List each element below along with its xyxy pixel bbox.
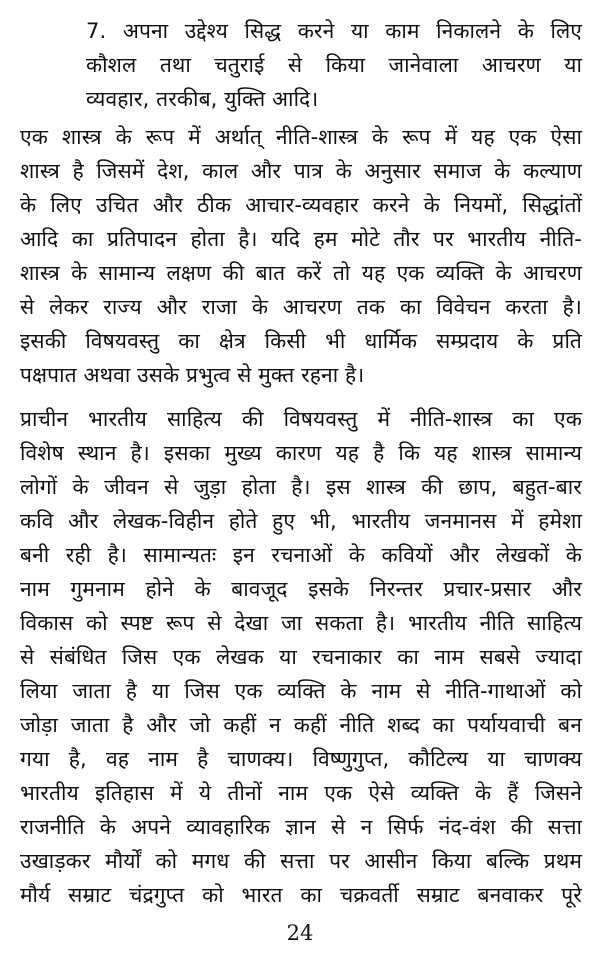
paragraph-line: विशेष स्थान है। इसका मुख्य कारण यह है कि यह शास्त्र सामान्य (20, 441, 582, 465)
paragraph-line: जोड़ा जाता है और जो कहीं न कहीं नीति शब्द का पर्यायवाची बन (20, 713, 582, 737)
paragraph-line: से लेकर राज्य और राजा के आचरण तक का विवेचन करता है। (20, 295, 582, 319)
paragraph-line: विकास को स्पष्ट रूप से देखा जा सकता है। भारतीय नीति साहित्य (20, 611, 582, 635)
paragraph-line: राजनीति के अपने व्यावहारिक ज्ञान से न सिर्फ नंद-वंश की सत्ता (20, 815, 582, 839)
paragraph-line: पक्षपात अथवा उसके प्रभुत्व से मुक्त रहना है। (20, 363, 365, 387)
paragraph-line: मौर्य सम्राट चंद्रगुप्त को भारत का चक्रवर्ती सम्राट बनवाकर पूरे (20, 883, 582, 907)
paragraph-line: नाम गुमनाम होने के बावजूद इसके निरन्तर प्रचार-प्रसार और (20, 577, 582, 601)
page-number: 24 (286, 921, 314, 945)
list-item-line: कौशल तथा चतुराई से किया जानेवाला आचरण या (86, 53, 582, 77)
paragraph-line: लोगों के जीवन से जुड़ा होता है। इस शास्त्र की छाप, बहुत-बार (20, 475, 582, 499)
paragraph-line: शास्त्र के सामान्य लक्षण की बात करें तो यह एक व्यक्ति के आचरण (20, 261, 582, 285)
list-item-line: व्यवहार, तरकीब, युक्ति आदि। (86, 87, 319, 111)
paragraph-line: उखाड़कर मौर्यों को मगध की सत्ता पर आसीन किया बल्कि प्रथम (20, 849, 582, 873)
paragraph-line: आदि का प्रतिपादन होता है। यदि हम मोटे तौर पर भारतीय नीति- (20, 227, 582, 251)
paragraph-line: एक शास्त्र के रूप में अर्थात् नीति-शास्त्र के रूप में यह एक ऐसा (20, 125, 582, 149)
paragraph-line: शास्त्र है जिसमें देश, काल और पात्र के अनुसार समाज के कल्याण (20, 159, 582, 183)
paragraph-line: प्राचीन भारतीय साहित्य की विषयवस्तु में नीति-शास्त्र का एक (20, 407, 582, 431)
paragraph-line: बनी रही है। सामान्यतः इन रचनाओं के कवियों और लेखकों के (20, 543, 582, 567)
paragraph-line: से संबंधित जिस एक लेखक या रचनाकार का नाम सबसे ज्यादा (20, 645, 582, 669)
paragraph-line: कवि और लेखक-विहीन होते हुए भी, भारतीय जनमानस में हमेशा (20, 509, 582, 533)
list-item-line: 7. अपना उद्देश्य सिद्ध करने या काम निकालने के लिए (86, 19, 582, 43)
paragraph-line: लिया जाता है या जिस एक व्यक्ति के नाम से नीति-गाथाओं को (20, 679, 582, 703)
paragraph-line: गया है, वह नाम है चाणक्य। विष्णुगुप्त, कौटिल्य या चाणक्य (20, 747, 582, 771)
paragraph-line: इसकी विषयवस्तु का क्षेत्र किसी भी धार्मिक सम्प्रदाय के प्रति (20, 329, 582, 353)
paragraph-line: के लिए उचित और ठीक आचार-व्यवहार करने के नियमों, सिद्धांतों (20, 193, 582, 217)
paragraph-line: भारतीय इतिहास में ये तीनों नाम एक ऐसे व्यक्ति के हैं जिसने (20, 781, 582, 805)
